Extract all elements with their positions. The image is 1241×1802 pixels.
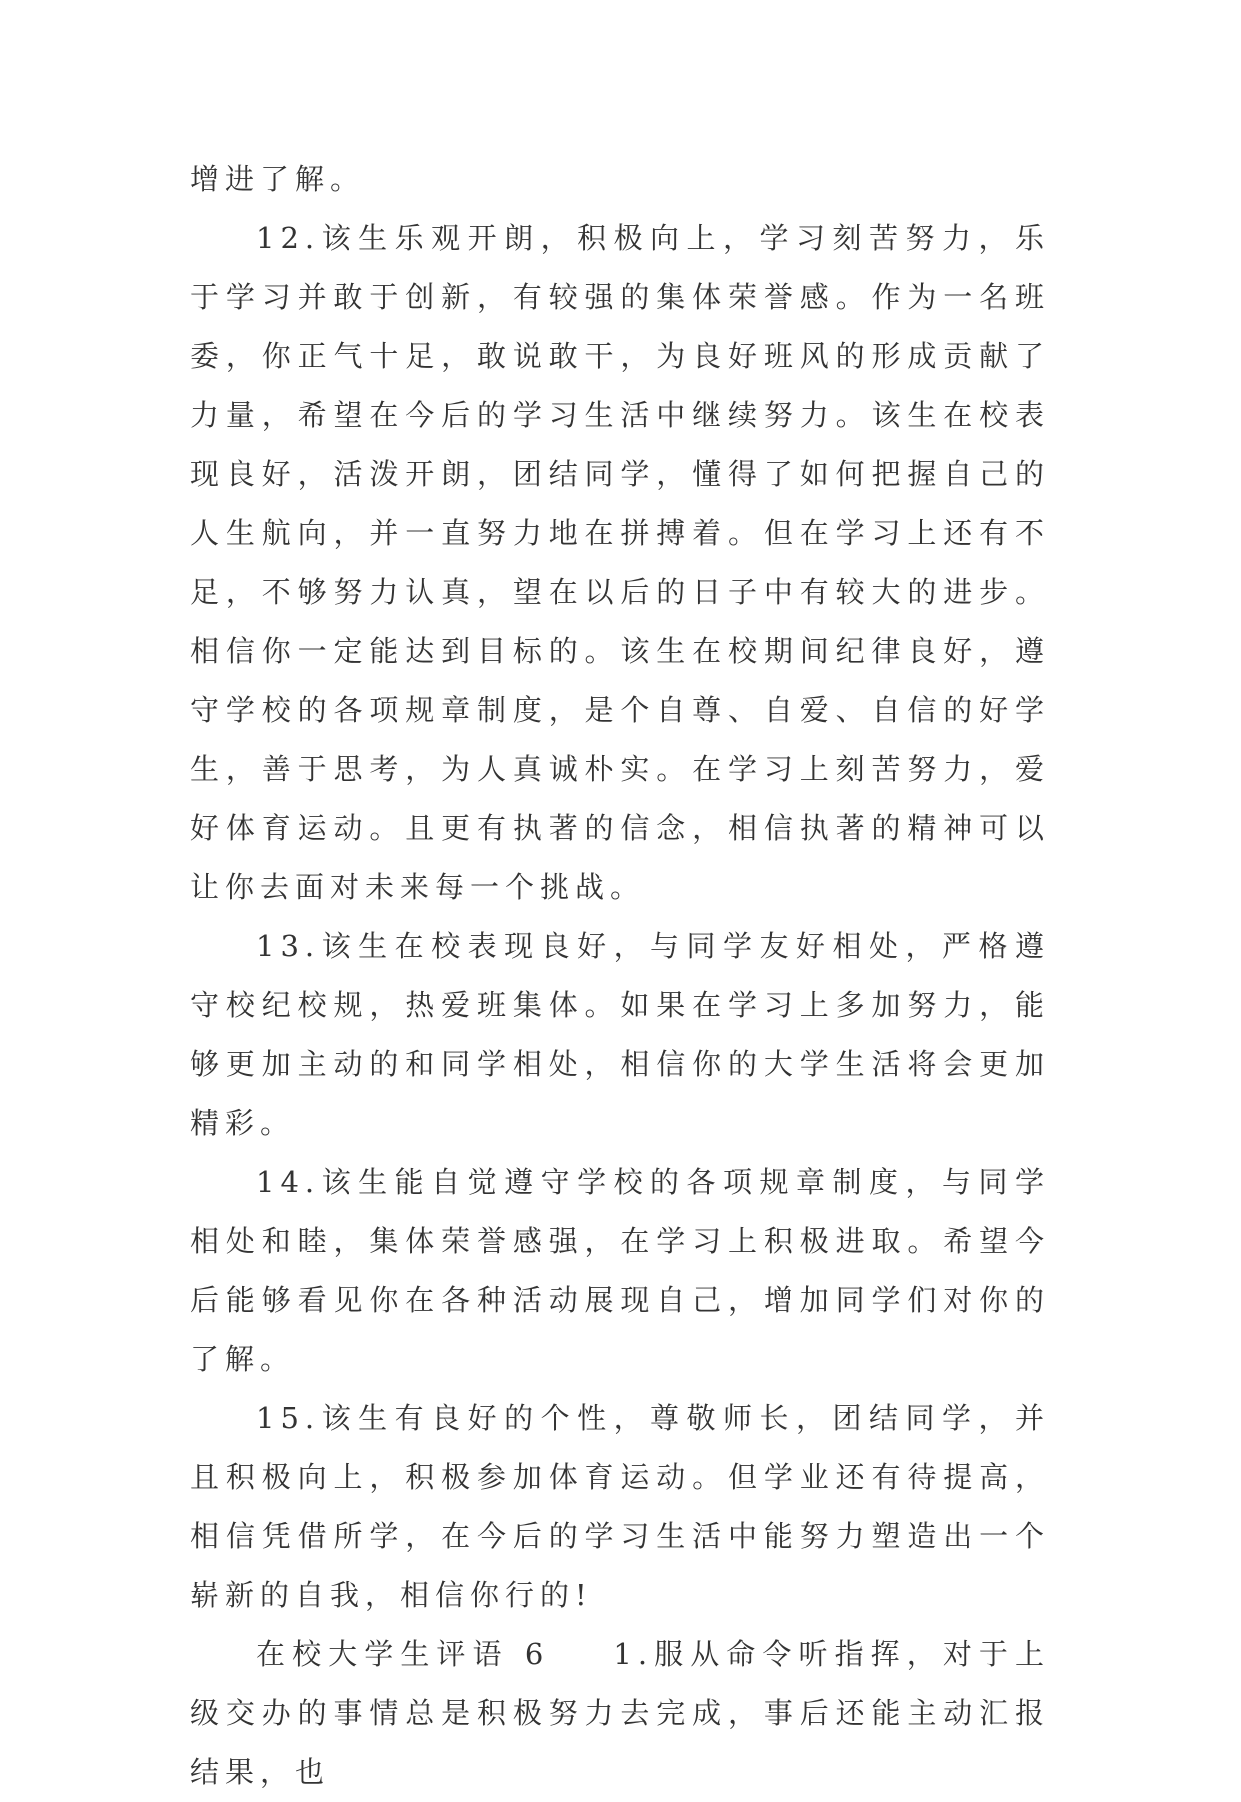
paragraph-continuation: 增进了解。 xyxy=(190,162,366,196)
paragraph-comment-12: 12.该生乐观开朗，积极向上，学习刻苦努力，乐于学习并敢于创新，有较强的集体荣誉感。作为一名班委，你正气十足，敢说敢干，为良好班风的形成贡献了力量，希望在今后的学习生活中继续努力。该生在校表现良好，活泼开朗，团结同学，懂得了如何把握自己的人生航向，并一直努力地在拼搏着。但在学习上还有不足，不够努力认真，望在以后的日子中有较大的进步。相信你一定能达到目标的。该生在校期间纪律良好，遵守学校的各项规章制度，是个自尊、自爱、自信的好学生，善于思考，为人真诚朴实。在学习上刻苦努力，爱好体育运动。且更有执著的信念，相信执著的精神可以让你去面对未来每一个挑战。 xyxy=(190,221,1050,904)
paragraph-comment-13: 13.该生在校表现良好，与同学友好相处，严格遵守校纪校规，热爱班集体。如果在学习上多加努力，能够更加主动的和同学相处，相信你的大学生活将会更加精彩。 xyxy=(190,929,1050,1140)
paragraph-comment-15: 15.该生有良好的个性，尊敬师长，团结同学，并且积极向上，积极参加体育运动。但学业还有待提高，相信凭借所学，在今后的学习生活中能努力塑造出一个崭新的自我，相信你行的! xyxy=(190,1401,1050,1612)
section-first-comment: 1.服从命令听指挥，对于上级交办的事情总是积极努力去完成，事后还能主动汇报结果，也 xyxy=(190,1637,1051,1789)
document-body xyxy=(190,150,1050,1802)
section-paragraph xyxy=(190,1625,1050,1802)
paragraph-comment-14: 14.该生能自觉遵守学校的各项规章制度，与同学相处和睦，集体荣誉感强，在学习上积极进取。希望今后能够看见你在各种活动展现自己，增加同学们对你的了解。 xyxy=(190,1165,1050,1376)
section-heading: 在校大学生评语 6 xyxy=(256,1637,550,1671)
